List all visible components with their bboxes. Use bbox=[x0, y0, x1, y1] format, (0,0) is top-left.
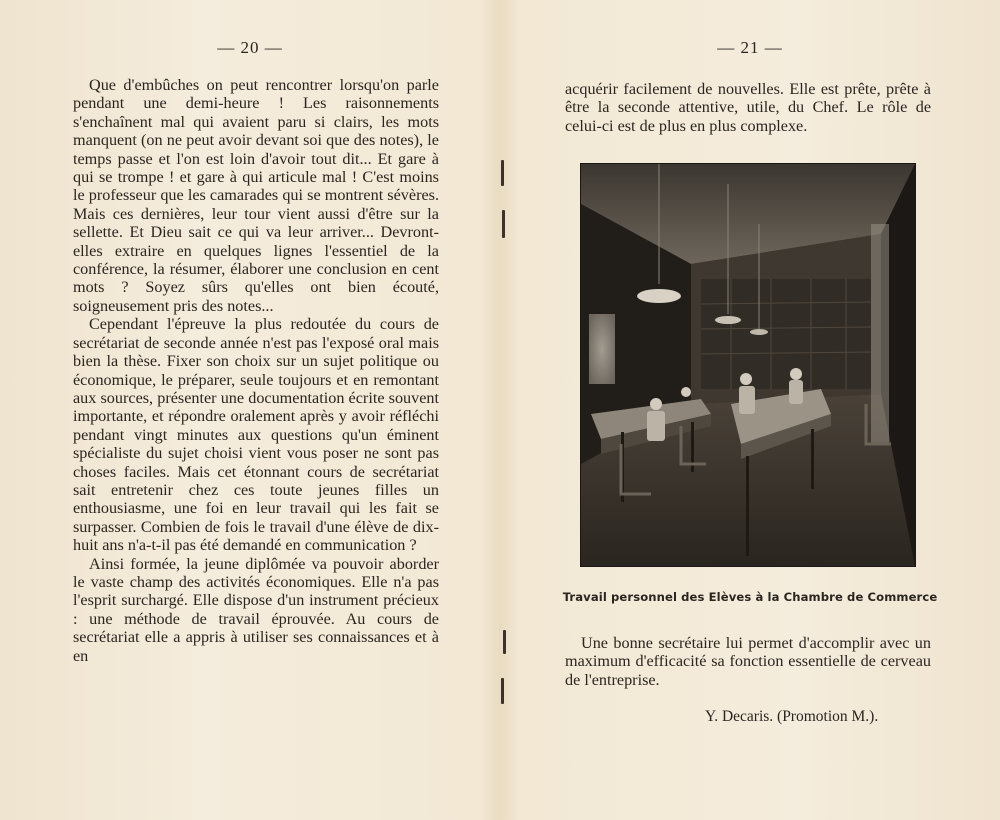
paragraph-1: Que d'embûches on peut rencontrer lorsqu'on parle pendant une demi-heure ! Les raisonnements s'enchaînent mal qui avaient paru si clairs, les mots manquent (on ne peut avoir devant soi que des notes), le temps passe et l'on est loin d'avoir tout dit... Et gare à qui se trompe ! et gare à qui articule mal ! C'est moins le professeur que les camarades qui se montrent sévères. Mais ces dernières, leur tour vient aussi d'être sur la sellette. Et Dieu sait ce qui va leur arriver... Devront-elles extraire en quelques lignes l'essentiel de la conférence, la résumer, élaborer une conclusion en cent mots ? Soyez sûrs qu'elles ont bien écouté, soigneusement pris des notes... bbox=[73, 76, 439, 315]
author-signature: Y. Decaris. (Promotion M.). bbox=[705, 708, 879, 725]
right-page bbox=[500, 0, 1000, 820]
reading-room-photograph bbox=[580, 163, 916, 567]
photo-caption: Travail personnel des Elèves à la Chambre de Commerce bbox=[562, 590, 938, 604]
page-number-right: — 21 — bbox=[717, 38, 783, 57]
closing-paragraph: Une bonne secrétaire lui permet d'accomplir avec un maximum d'efficacité sa fonction essentielle de cerveau de l'entreprise. bbox=[565, 634, 931, 689]
page-number-left: — 20 — bbox=[217, 38, 283, 57]
left-page-body bbox=[73, 76, 439, 665]
paragraph-2: Cependant l'épreuve la plus redoutée du cours de secrétariat de seconde année n'est pas l'exposé oral mais bien la thèse. Fixer son choix sur un sujet politique ou économique, le préparer, seule toujours et en remontant aux sources, présenter une documentation écrite souvent importante, et répondre oralement après y avoir réfléchi pendant vingt minutes aux questions qu'un éminent spécialiste du sujet choisi vient vous poser ne sont pas choses faciles. Mais cet étonnant cours de secrétariat sait entretenir chez ces toute jeunes filles un enthousiasme, une foi en leur travail qui les fait se surpasser. Combien de fois le travail d'une élève de dix-huit ans n'a-t-il pas été demandé en communication ? bbox=[73, 315, 439, 555]
right-page-bottom-text bbox=[565, 634, 931, 689]
continued-paragraph: acquérir facilement de nouvelles. Elle est prête, prête à être la seconde attentive, utile, du Chef. Le rôle de celui-ci est de plus en plus complexe. bbox=[565, 80, 931, 135]
right-page-top-text bbox=[565, 80, 931, 135]
paragraph-3: Ainsi formée, la jeune diplômée va pouvoir aborder le vaste champ des activités économiques. Elle n'a pas l'esprit surchargé. Elle dispose d'un instrument précieux : une méthode de travail éprouvée. Au cours de secrétariat elle a appris à utiliser ses connaissances et à en bbox=[73, 554, 439, 665]
